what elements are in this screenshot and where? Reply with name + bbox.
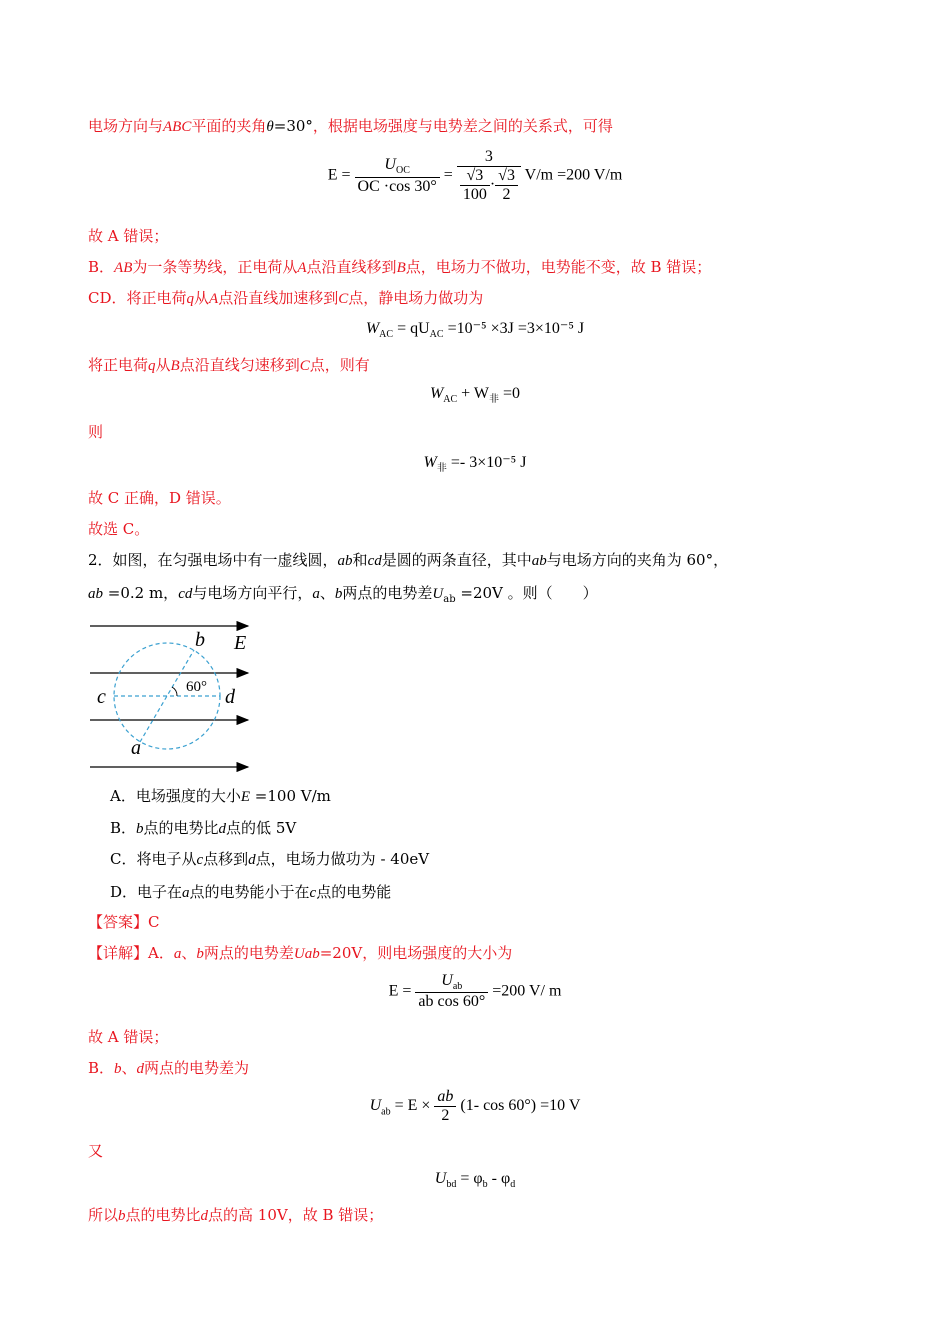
label-c: c [97,686,106,708]
solution-line-10: B．b、d两点的电势差为 [88,1059,250,1077]
solution-line-11: 又 [88,1142,104,1160]
solution-line-5: 将正电荷q从B点沿直线匀速移到C点，则有 [88,356,370,374]
solution-line-2: 故 A 错误； [88,227,169,245]
label-d: d [225,686,235,708]
solution-line-8: 故选 C。 [88,520,150,538]
label-angle: 60° [186,679,207,695]
label-b: b [195,629,205,651]
label-e: E [234,632,247,654]
solution-line-7: 故 C 正确，D 错误。 [88,489,231,507]
equation-work-nonelectric: $W_非 =- 3\times 10^{-5}$ J [423,454,527,475]
option-a: A．电场强度的大小E =100 V/m [110,787,331,805]
option-b: B．b点的电势比d点的低 5V [110,819,297,837]
option-c: C．将电子从c点移到d点，电场力做功为 - 40eV [110,850,430,868]
solution-line-3: B．AB为一条等势线，正电荷从A点沿直线移到B点，电场力不做功，电势能不变，故 B 错误； [88,258,712,276]
option-d: D．电子在a点的电势能小于在c点的电势能 [110,883,392,901]
detail-line: 【详解】A．a、b两点的电势差Uab=20V，则电场强度的大小为 [88,944,513,962]
solution-line-6: 则 [88,423,104,441]
equation-potential-diff: $U_{bd} = \varphi_b - \varphi_d$ [434,1170,516,1191]
answer-line: 【答案】C [88,913,160,931]
equation-ubd: $U_{ab} = E$ × $\frac{ab}{2}$ (1- cos 60°) =10 V [369,1088,581,1124]
question-2-line-2: ab =0.2 m，cd与电场方向平行，a、b两点的电势差$U_{ab} =20V$ 。则（ ） [88,584,598,605]
equation-work-ac: $W_{AC} = qU_{AC} =10^{-5} \times 3J =3\times 10^{-5}$ J [365,320,585,341]
field-circle-diagram [85,614,260,776]
angle-arc [172,687,177,696]
equation-field-strength: E = $U_{OC}$ OC ·cos 30° = 3 $\frac{√3}{100}$ · $\frac{√3}{2}$ V/m =200 V/m [327,148,623,203]
question-2-line-1: 2．如图，在匀强电场中有一虚线圆，ab和cd是圆的两条直径，其中ab与电场方向的夹角为 60°， [88,551,729,569]
equation-work-sum: $W_{AC} + W_非 =0$ [429,385,521,406]
label-a: a [131,737,141,759]
solution-line-4: CD．将正电荷q从A点沿直线加速移到C点，静电场力做功为 [88,289,484,307]
equation-e-from-uab: E = $U_{ab}$ ab cos 60° =200 V/ m [388,972,562,1011]
solution-line-1: 电场方向与ABC平面的夹角θ=30°，根据电场强度与电势差之间的关系式，可得 [88,117,613,135]
solution-line-12: 所以b点的电势比d点的高 10V，故 B 错误； [88,1206,384,1224]
solution-line-9: 故 A 错误； [88,1028,169,1046]
